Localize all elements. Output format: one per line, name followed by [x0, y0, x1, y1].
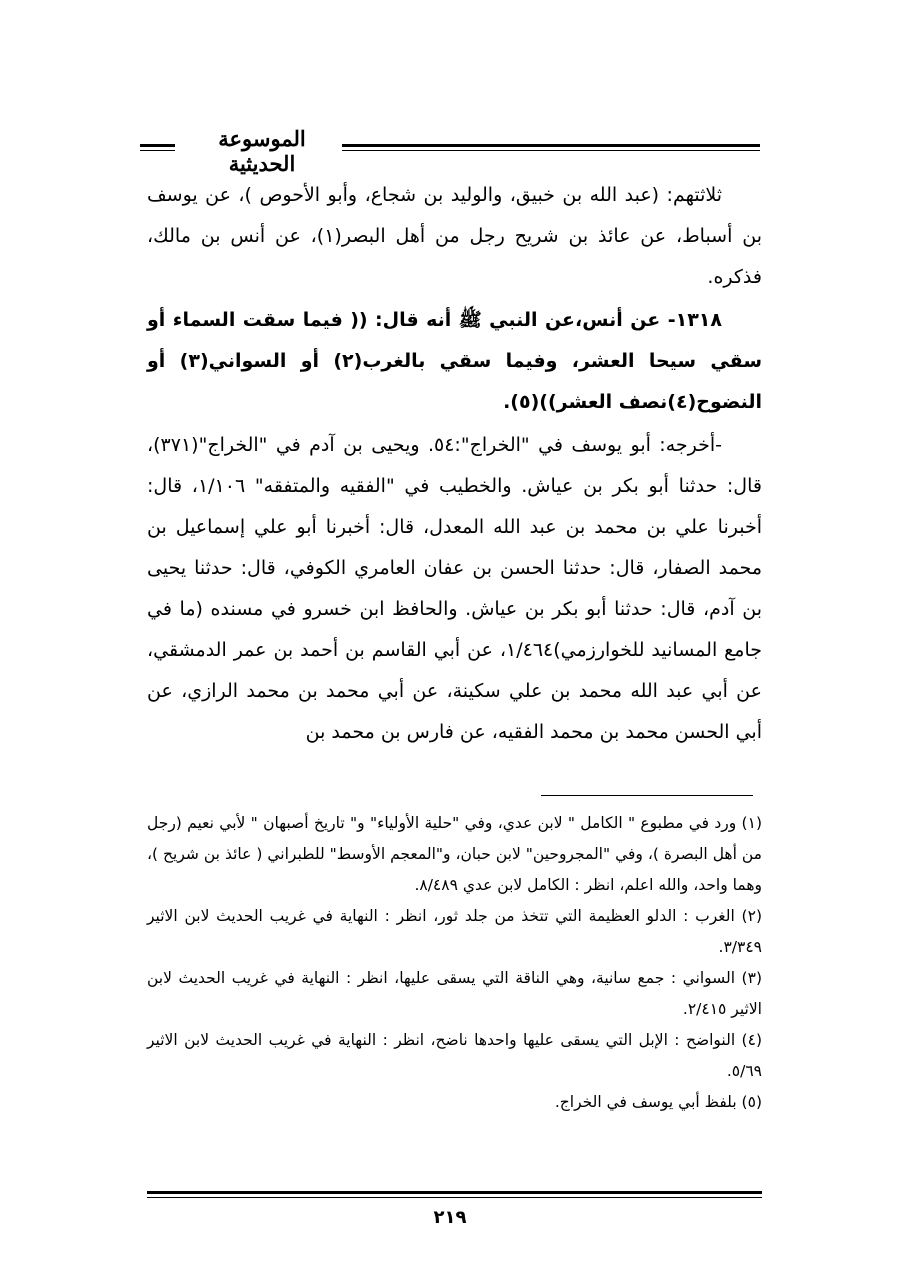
footnote-1: (١) ورد في مطبوع " الكامل " لابن عدي، وفي "حلية الأولياء" و" تاريخ أصبهان " لأبي نعيم (رجل من أهل البصرة )، وفي "المجروحين" لابن حبان، و"المعجم الأوسط" للطبراني ( عائذ بن شريح )، وهما واحد، والله اعلم، انظر : الكامل لابن عدي ٨/٤٨٩. [147, 814, 762, 894]
footnote-separator [541, 795, 753, 796]
main-text [147, 175, 762, 753]
page-number: ٢١٩ [433, 1207, 467, 1228]
hadith-1318: ١٣١٨- عن أنس،عن النبي ﷺ أنه قال: (( فيما سقت السماء أو سقي سيحا العشر، وفيما سقي بالغرب(٢) أو السواني(٣) أو النضوح(٤)نصف العشر))(٥). [147, 309, 762, 413]
footer-rule [147, 1191, 762, 1198]
footnote-5: (٥) بلفظ أبي يوسف في الخراج. [554, 1093, 762, 1111]
footnote-3: (٣) السواني : جمع سانية، وهي الناقة التي يسقى عليها، انظر : النهاية في غريب الحديث لابن الاثير ٢/٤١٥. [147, 969, 762, 1018]
footnotes [147, 808, 762, 1118]
header-rule-right [342, 144, 760, 151]
header-title: الموسوعة الحديثية [218, 126, 306, 176]
paragraph-1: ثلاثتهم: (عبد الله بن خبيق، والوليد بن شجاع، وأبو الأحوص )، عن يوسف بن أسباط، عن عائذ بن شريح رجل من أهل البصر(١)، عن أنس بن مالك، فذكره. [147, 184, 762, 288]
takhrij-paragraph: -أخرجه: أبو يوسف في "الخراج":٥٤. ويحيى بن آدم في "الخراج"(٣٧١)، قال: حدثنا أبو بكر بن عياش. والخطيب في "الفقيه والمتفقه" ١/١٠٦، قال: أخبرنا علي بن محمد بن عبد الله المعدل، قال: أخبرنا أبو علي إسماعيل بن محمد الصفار، قال: حدثنا الحسن بن عفان العامري الكوفي، قال: حدثنا يحيى بن آدم، قال: حدثنا أبو بكر بن عياش. والحافظ ابن خسرو في مسنده (ما في جامع المسانيد للخوارزمي)١/٤٦٤، عن أبي القاسم بن أحمد بن عمر الدمشقي، عن أبي عبد الله محمد بن علي سكينة، عن أبي محمد بن محمد الرازي، عن أبي الحسن محمد بن محمد الفقيه، عن فارس بن محمد بن [147, 434, 762, 743]
header-rule-left [140, 144, 175, 151]
footnote-4: (٤) النواضح : الإبل التي يسقى عليها واحدها ناضح، انظر : النهاية في غريب الحديث لابن الاثير ٥/٦٩. [147, 1031, 762, 1080]
footnote-2: (٢) الغرب : الدلو العظيمة التي تتخذ من جلد ثور، انظر : النهاية في غريب الحديث لابن الاثير ٣/٣٤٩. [147, 907, 762, 956]
running-header [140, 124, 760, 176]
